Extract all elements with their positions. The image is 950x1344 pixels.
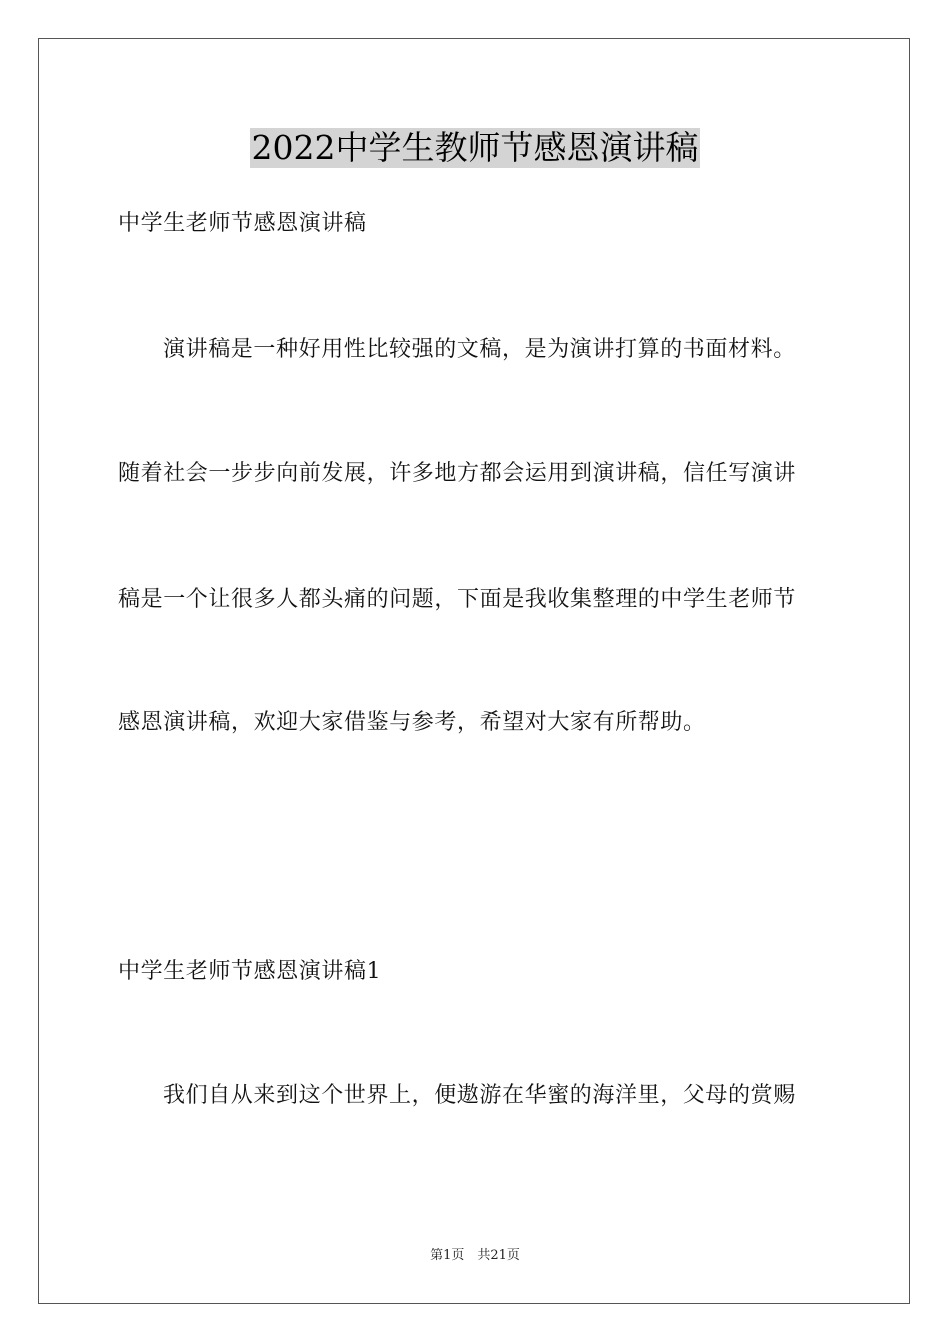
- document-subtitle: 中学生老师节感恩演讲稿: [118, 211, 367, 236]
- title-container: [0, 128, 950, 168]
- intro-line-4: 感恩演讲稿，欢迎大家借鉴与参考，希望对大家有所帮助。: [118, 710, 706, 735]
- section-heading: 中学生老师节感恩演讲稿1: [118, 959, 382, 984]
- page-number-footer: 第1页 共21页: [430, 1248, 520, 1263]
- intro-line-1: 演讲稿是一种好用性比较强的文稿，是为演讲打算的书面材料。: [163, 337, 796, 362]
- section-first-line: 我们自从来到这个世界上，便遨游在华蜜的海洋里，父母的赏赐: [163, 1083, 796, 1108]
- intro-line-3: 稿是一个让很多人都头痛的问题，下面是我收集整理的中学生老师节: [118, 587, 797, 612]
- intro-line-2: 随着社会一步步向前发展，许多地方都会运用到演讲稿，信任写演讲: [118, 461, 797, 486]
- document-title: 2022中学生教师节感恩演讲稿: [251, 128, 699, 167]
